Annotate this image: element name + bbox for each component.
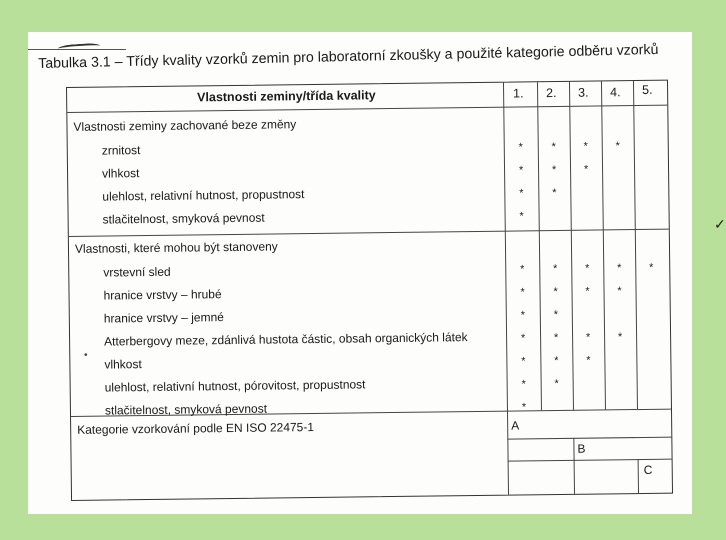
row-label: vlhkost: [104, 357, 142, 372]
stray-dot: •: [84, 350, 88, 361]
quality-mark-g1-r1-c4: *: [615, 140, 620, 153]
quality-mark-g2-r1-c1: *: [520, 263, 525, 276]
category-c: C: [643, 462, 653, 477]
quality-mark-g2-r1-c2: *: [553, 263, 558, 276]
quality-mark-g2-r4-c1: *: [520, 332, 526, 345]
category-b: B: [577, 441, 586, 456]
table-divider: [638, 459, 639, 493]
header-class-5: 5.: [641, 82, 653, 97]
row-label: zrnitost: [101, 143, 141, 158]
group-label: Vlastnosti zeminy zachované beze změny: [73, 117, 297, 134]
quality-mark-g2-r2-c1: *: [520, 286, 525, 299]
check-mark: ✓: [714, 216, 726, 232]
group-rule: [69, 229, 669, 237]
row-label: Atterbergovy meze, zdánlivá hustota částic, obsah organických látek: [104, 330, 468, 349]
quality-mark-g1-r2-c3: *: [583, 163, 589, 176]
row-label: ulehlost, relativní hutnost, propustnost: [102, 187, 305, 204]
category-rule: [507, 437, 671, 440]
quality-mark-g2-r4-c3: *: [585, 331, 591, 344]
quality-mark-g2-r3-c2: *: [553, 309, 559, 322]
group-label: Vlastnosti, které mohou být stanoveny: [74, 239, 278, 256]
quality-mark-g2-r4-c4: *: [617, 331, 623, 344]
row-label: stlačitelnost, smyková pevnost: [104, 401, 268, 418]
header-class-2: 2.: [546, 86, 557, 101]
document-title: Tabulka 3.1 – Třídy kvality vzorků zemin pro laboratorní zkoušky a použité kategorie odběru vzorků: [38, 41, 659, 72]
quality-mark-g2-r2-c3: *: [585, 285, 590, 298]
quality-mark-g2-r4-c2: *: [553, 332, 559, 345]
quality-mark-g2-r5-c3: *: [586, 354, 591, 367]
row-label: vrstevní sled: [103, 264, 171, 280]
table-divider: [573, 438, 575, 494]
quality-mark-g1-r1-c1: *: [518, 141, 523, 154]
quality-mark-g2-r3-c1: *: [520, 309, 526, 322]
scanned-page: [28, 32, 726, 514]
quality-mark-g2-r5-c1: *: [521, 355, 526, 368]
quality-mark-g2-r5-c2: *: [554, 355, 559, 368]
quality-mark-g2-r7-c1: *: [521, 401, 527, 414]
table-divider: [537, 82, 542, 410]
quality-mark-g2-r1-c3: *: [585, 262, 590, 275]
quality-mark-g1-r1-c3: *: [583, 140, 588, 153]
quality-mark-g2-r6-c1: *: [521, 378, 526, 391]
row-label: stlačitelnost, smyková pevnost: [102, 210, 265, 227]
table-divider: [601, 81, 606, 409]
table-divider: [503, 83, 509, 495]
quality-mark-g2-r1-c4: *: [617, 262, 622, 275]
quality-mark-g1-r2-c2: *: [551, 164, 557, 177]
row-label: vlhkost: [101, 166, 140, 181]
quality-mark-g1-r1-c2: *: [551, 141, 556, 154]
header-property: Vlastnosti zeminy/třída kvality: [197, 88, 376, 105]
header-class-4: 4.: [610, 85, 621, 100]
quality-table: [66, 80, 673, 501]
header-rule: [67, 105, 667, 113]
table-divider: [569, 82, 574, 410]
quality-mark-g1-r2-c1: *: [518, 164, 524, 177]
quality-mark-g1-r3-c1: *: [519, 187, 524, 200]
quality-mark-g1-r4-c1: *: [519, 210, 524, 223]
category-rule: [508, 459, 672, 462]
pen-mark: [58, 43, 100, 54]
quality-mark-g1-r3-c2: *: [552, 187, 557, 200]
row-label: hranice vrstvy – jemné: [103, 310, 224, 326]
category-a: A: [511, 418, 520, 433]
header-class-1: 1.: [513, 86, 524, 101]
quality-mark-g2-r2-c4: *: [617, 285, 622, 298]
quality-mark-g2-r1-c5: *: [649, 261, 654, 274]
table-divider: [633, 81, 638, 409]
quality-mark-g2-r2-c2: *: [553, 286, 558, 299]
category-label: Kategorie vzorkování podle EN ISO 22475-1: [77, 419, 315, 437]
row-label: hranice vrstvy – hrubé: [103, 287, 222, 303]
quality-mark-g2-r6-c2: *: [554, 378, 559, 391]
header-class-3: 3.: [578, 85, 589, 100]
row-label: ulehlost, relativní hutnost, pórovitost, propustnost: [104, 377, 366, 395]
